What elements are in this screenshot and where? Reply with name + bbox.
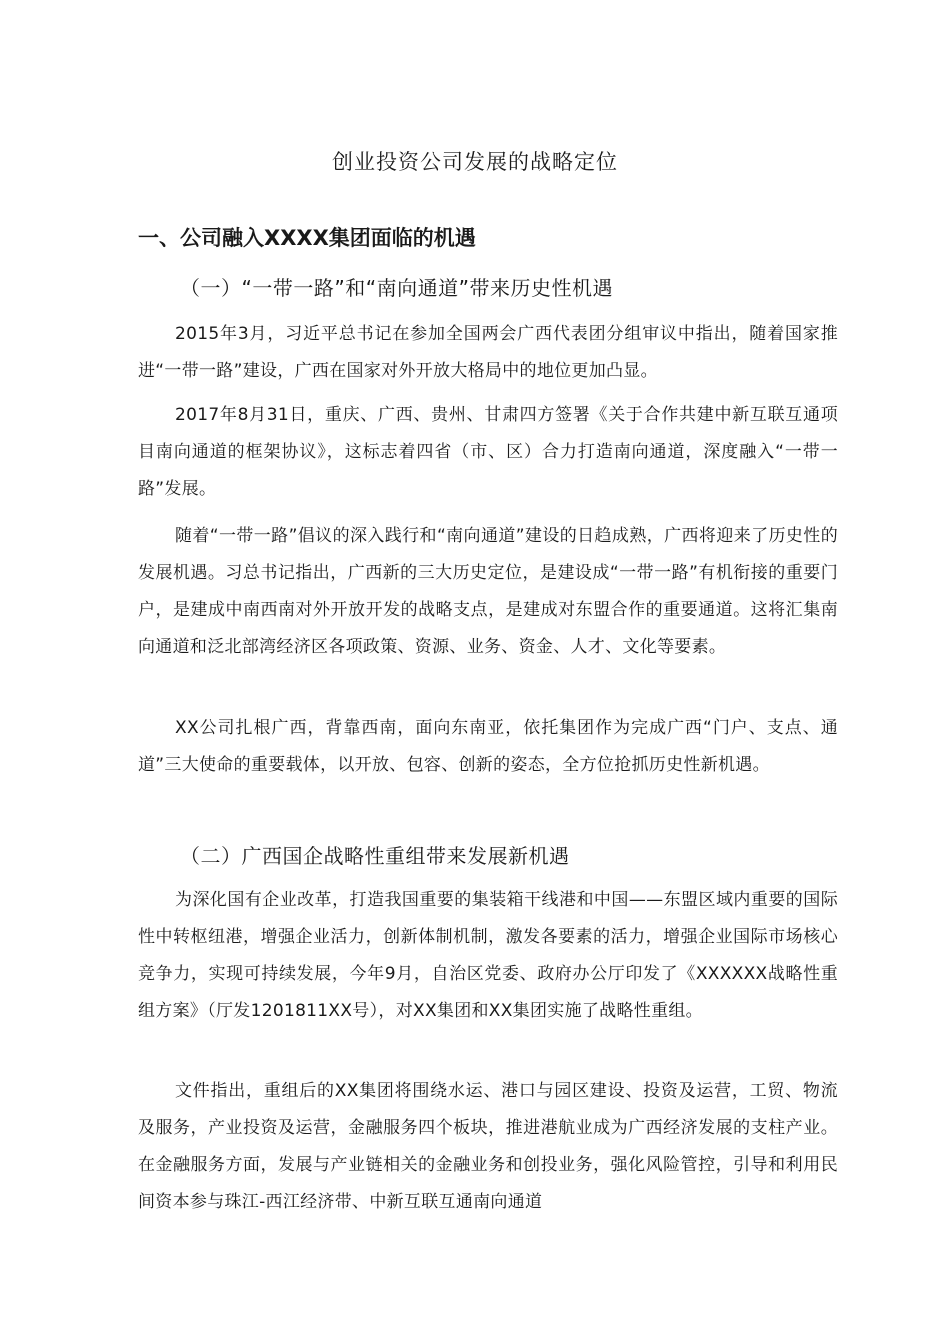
- subsection-heading-2: （二）广西国企战略性重组带来发展新机遇: [180, 844, 570, 868]
- section-heading-1: 一、公司融入XXXX集团面临的机遇: [138, 226, 476, 250]
- paragraph: 文件指出，重组后的XX集团将围绕水运、港口与园区建设、投资及运营，工贸、物流及服务，产业投资及运营，金融服务四个板块，推进港航业成为广西经济发展的支柱产业。在金融服务方面，发展与产业链相关的金融业务和创投业务，强化风险管控，引导和利用民间资本参与珠江-西江经济带、中新互联互通南向通道: [138, 1081, 838, 1212]
- document-title: 创业投资公司发展的战略定位: [332, 150, 618, 174]
- paragraph: 为深化国有企业改革，打造我国重要的集装箱干线港和中国——东盟区域内重要的国际性中转枢纽港，增强企业活力，创新体制机制，激发各要素的活力，增强企业国际市场核心竞争力，实现可持续发展，今年9月，自治区党委、政府办公厅印发了《XXXXXX战略性重组方案》（厅发1201811XX号），对XX集团和XX集团实施了战略性重组。: [138, 890, 838, 1021]
- paragraph: 2017年8月31日，重庆、广西、贵州、甘肃四方签署《关于合作共建中新互联互通项目南向通道的框架协议》，这标志着四省（市、区）合力打造南向通道，深度融入“一带一路”发展。: [138, 405, 838, 499]
- subsection-heading-1: （一）“一带一路”和“南向通道”带来历史性机遇: [180, 276, 613, 300]
- paragraph: 2015年3月，习近平总书记在参加全国两会广西代表团分组审议中指出，随着国家推进“一带一路”建设，广西在国家对外开放大格局中的地位更加凸显。: [138, 324, 838, 381]
- paragraph: XX公司扎根广西，背靠西南，面向东南亚，依托集团作为完成广西“门户、支点、通道”三大使命的重要载体，以开放、包容、创新的姿态，全方位抢抓历史性新机遇。: [138, 718, 838, 775]
- paragraph: 随着“一带一路”倡议的深入践行和“南向通道”建设的日趋成熟，广西将迎来了历史性的发展机遇。习总书记指出，广西新的三大历史定位，是建设成“一带一路”有机衔接的重要门户，是建成中南西南对外开放开发的战略支点，是建成对东盟合作的重要通道。这将汇集南向通道和泛北部湾经济区各项政策、资源、业务、资金、人才、文化等要素。: [138, 526, 838, 657]
